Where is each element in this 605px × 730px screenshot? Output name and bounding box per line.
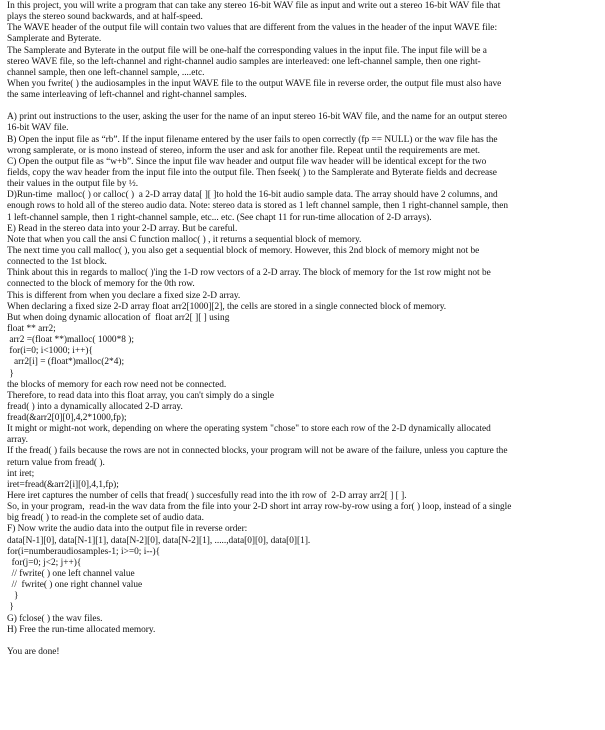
instruction-line: G) fclose( ) the wav files. bbox=[7, 613, 103, 624]
instruction-line: enough rows to hold all of the stereo audio data. Note: stereo data is stored as 1 left channel sample, then 1 right-channel sample, then bbox=[7, 201, 509, 212]
intro-line: When you fwrite( ) the audiosamples in the input WAVE file to the output WAVE file in reverse order, the output file must also have bbox=[7, 78, 502, 89]
instruction-line: B) Open the input file as “rb”. If the input filename entered by the user fails to open correctly (fp == NULL) or the wav file has the bbox=[7, 134, 498, 145]
instruction-line: So, in your program, read-in the wav data from the file into your 2-D short int array row-by-row using a for( ) loop, instead of a single bbox=[7, 502, 512, 513]
instruction-line: The next time you call malloc( ), you also get a sequential block of memory. However, this 2nd block of memory might not be bbox=[7, 245, 480, 256]
instruction-line: // fwrite( ) one right channel value bbox=[7, 580, 143, 591]
paragraph-gap bbox=[7, 636, 599, 647]
instruction-line: When declaring a fixed size 2-D array float arr2[1000][2], the cells are stored in a single connected block of memory. bbox=[7, 301, 447, 312]
instruction-line: return value from fread( ). bbox=[7, 457, 105, 468]
instruction-line: A) print out instructions to the user, asking the user for the name of an input stereo 16-bit WAV file, and the name for an output stereo bbox=[7, 112, 507, 123]
intro-line: In this project, you will write a program that can take any stereo 16-bit WAV file as input and write out a stereo 16-bit WAV file that bbox=[7, 1, 501, 11]
intro-line: Samplerate and Byterate. bbox=[7, 34, 102, 45]
paragraph-gap bbox=[7, 101, 599, 112]
instruction-line: } bbox=[7, 368, 14, 379]
instruction-line: float ** arr2; bbox=[7, 323, 56, 334]
instruction-line: H) Free the run-time allocated memory. bbox=[7, 624, 156, 635]
instruction-line: array. bbox=[7, 435, 28, 446]
instructions-section bbox=[7, 112, 599, 636]
instruction-line: E) Read in the stereo data into your 2-D array. But be careful. bbox=[7, 223, 238, 234]
instruction-line: This is different from when you declare a fixed size 2-D array. bbox=[7, 290, 241, 301]
instruction-line: C) Open the output file as “w+b”. Since the input file wav header and output file wav header will be identical except for the two bbox=[7, 156, 487, 167]
intro-line: The WAVE header of the output file will contain two values that are different from the values in the header of the input WAVE file: bbox=[7, 23, 498, 34]
intro-line: The Samplerate and Byterate in the output file will be one-half the corresponding values in the input file. The input file will be a bbox=[7, 45, 487, 56]
instruction-line: Here iret captures the number of cells that fread( ) succesfully read into the ith row of 2-D array arr2[ ] [ ]. bbox=[7, 491, 407, 502]
instruction-line: Therefore, to read data into this float array, you can't simply do a single bbox=[7, 390, 275, 401]
instruction-line: wrong samplerate, or is mono instead of stereo, inform the user and ask for another file. Repeat until the requirements are met. bbox=[7, 145, 481, 156]
instruction-line: iret=fread(&arr2[i][0],4,1,fp); bbox=[7, 479, 119, 490]
instruction-line: fields, copy the wav header from the input file into the output file. Then fseek( ) to the Samplerate and Byterate fields and decrease bbox=[7, 167, 497, 178]
instruction-line: arr2[i] = (float*)malloc(2*4); bbox=[7, 357, 125, 368]
instruction-line: 16-bit WAV file. bbox=[7, 123, 69, 134]
instruction-line: connected to the block of memory for the 0th row. bbox=[7, 279, 195, 290]
instruction-line: It might or might-not work, depending on where the operating system "chose" to store each row of the 2-D dynamically allocated bbox=[7, 424, 491, 435]
instruction-line: for(j=0; j<2; j++){ bbox=[7, 557, 82, 568]
instruction-line: for(i=numberaudiosamples-1; i>=0; i--){ bbox=[7, 546, 161, 557]
intro-line: plays the stereo sound backwards, and at half-speed. bbox=[7, 12, 203, 23]
instruction-line: arr2 =(float **)malloc( 1000*8 ); bbox=[7, 335, 134, 346]
instruction-line: int iret; bbox=[7, 468, 35, 479]
instruction-line: fread(&arr2[0][0],4,2*1000,fp); bbox=[7, 413, 127, 424]
instruction-line: If the fread( ) fails because the rows are not in connected blocks, your program will not be aware of the failure, unless you capture the bbox=[7, 446, 508, 457]
instruction-line: data[N-1][0], data[N-1][1], data[N-2][0], data[N-2][1], .....,data[0][0], data[0][1]. bbox=[7, 535, 311, 546]
instruction-line: Note that when you call the ansi C function malloc( ) , it returns a sequential block of memory. bbox=[7, 234, 362, 245]
intro-section bbox=[7, 1, 599, 101]
instruction-line: connected to the 1st block. bbox=[7, 257, 107, 268]
instruction-line: Think about this in regards to malloc( )'ing the 1-D row vectors of a 2-D array. The block of memory for the 1st row might not be bbox=[7, 268, 491, 279]
instruction-line: 1 left-channel sample, then 1 right-channel sample, etc... etc. (See chapt 11 for run-time allocation of 2-D arrays). bbox=[7, 212, 432, 223]
instruction-line: D)Run-time malloc( ) or calloc( ) a 2-D array data[ ][ ]to hold the 16-bit audio sample data. The array should have 2 columns, and bbox=[7, 190, 498, 201]
instruction-line: the blocks of memory for each row need not be connected. bbox=[7, 379, 227, 390]
intro-line: channel sample, then one left-channel sample, ....etc. bbox=[7, 67, 205, 78]
instruction-line: } bbox=[7, 591, 19, 602]
instruction-line: } bbox=[7, 602, 14, 613]
instruction-line: for(i=0; i<1000; i++){ bbox=[7, 346, 94, 357]
instruction-line: But when doing dynamic allocation of float arr2[ ][ ] using bbox=[7, 312, 230, 323]
instruction-line: their values in the output file by ½. bbox=[7, 179, 139, 190]
instruction-line: // fwrite( ) one left channel value bbox=[7, 569, 135, 580]
instruction-line: fread( ) into a dynamically allocated 2-D array. bbox=[7, 401, 183, 412]
intro-line: stereo WAVE file, so the left-channel and right-channel audio samples are interleaved: one left-channel sample, then one right- bbox=[7, 56, 481, 67]
instruction-line: F) Now write the audio data into the output file in reverse order: bbox=[7, 524, 248, 535]
closing-line: You are done! bbox=[7, 646, 60, 657]
intro-line: the same interleaving of left-channel and right-channel samples. bbox=[7, 90, 247, 101]
instruction-line: big fread( ) to read-in the complete set of audio data. bbox=[7, 513, 204, 524]
